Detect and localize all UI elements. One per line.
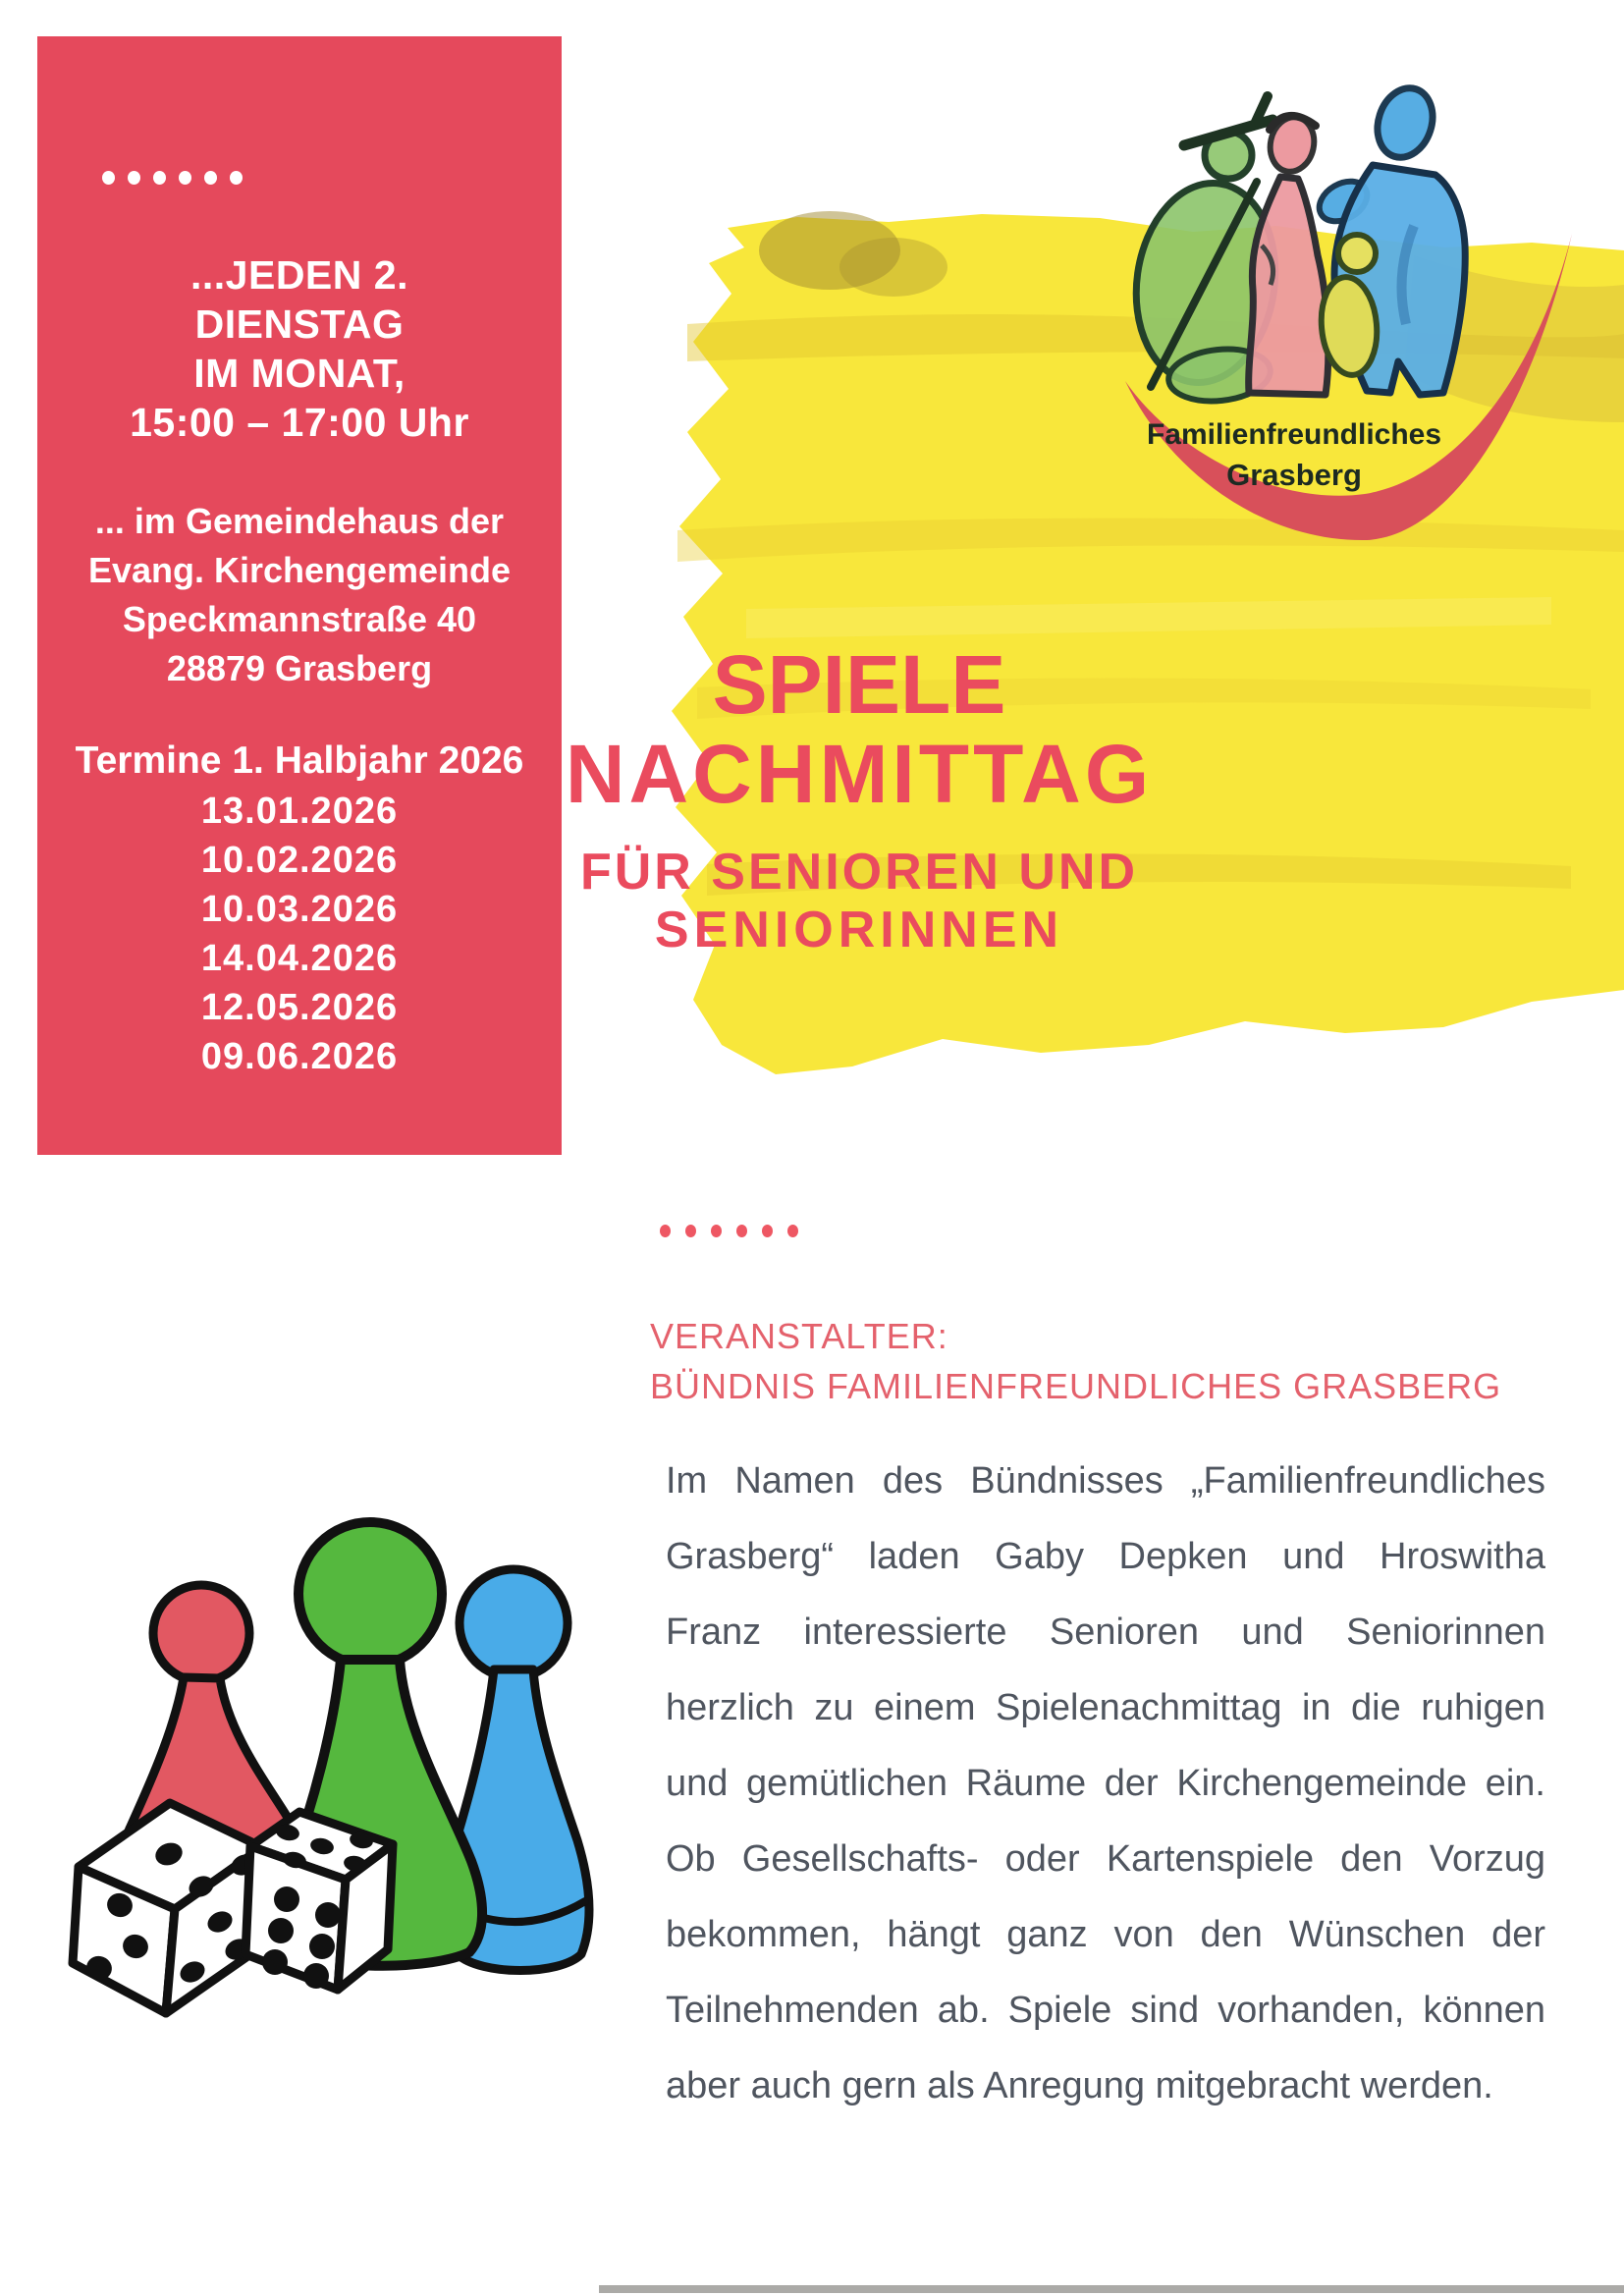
dot-icon [102, 171, 115, 185]
white-dots-decoration [102, 171, 243, 185]
venue-line: Evang. Kirchengemeinde [87, 550, 512, 590]
title-subtitle-2: SENIORINNEN [654, 902, 1064, 958]
dot-icon [128, 171, 140, 185]
dot-icon [153, 171, 166, 185]
date-item: 10.03.2026 [200, 889, 399, 930]
schedule-text [37, 250, 562, 447]
dot-icon [787, 1225, 798, 1237]
date-item: 13.01.2026 [200, 791, 399, 832]
title-line-1: SPIELE [712, 638, 1006, 731]
venue-line: ... im Gemeindehaus der [94, 501, 505, 541]
date-item: 09.06.2026 [200, 1036, 399, 1077]
paragraph-line: herzlich zu einem Spielenachmittag in die ruhigen [666, 1687, 1545, 1728]
schedule-line: ...JEDEN 2. [190, 252, 408, 298]
dates-list [37, 787, 562, 1081]
title-subtitle-1: FÜR SENIOREN UND [579, 844, 1139, 901]
paragraph-line: Grasberg“ laden Gaby Depken und Hroswitha [666, 1536, 1545, 1577]
dot-icon [685, 1225, 696, 1237]
venue-line: Speckmannstraße 40 [122, 599, 477, 639]
dot-icon [660, 1225, 671, 1237]
paragraph-line: Franz interessierte Senioren und Seniorinnen [666, 1612, 1545, 1653]
red-dots-divider [660, 1225, 798, 1237]
scan-edge-artifact [599, 2285, 1624, 2293]
dot-icon [179, 171, 191, 185]
date-item: 10.02.2026 [200, 840, 399, 881]
dot-icon [204, 171, 217, 185]
dot-icon [736, 1225, 747, 1237]
logo-text-line1: Familienfreundliches [1146, 418, 1442, 451]
venue-address [37, 497, 562, 693]
invitation-paragraph [666, 1444, 1545, 2124]
dates-heading: Termine 1. Halbjahr 2026 [75, 739, 524, 782]
dot-icon [762, 1225, 773, 1237]
venue-line: 28879 Grasberg [166, 648, 433, 688]
paragraph-line: Im Namen des Bündnisses „Familienfreundliches [666, 1460, 1545, 1502]
date-item: 14.04.2026 [200, 938, 399, 979]
schedule-line: IM MONAT, [193, 351, 406, 396]
schedule-line: DIENSTAG [194, 301, 405, 347]
schedule-panel [37, 36, 562, 1155]
paragraph-line: und gemütlichen Räume der Kirchengemeinde ein. [666, 1763, 1545, 1804]
left-die-graphic [73, 1803, 262, 2013]
logo-pink-figure [1249, 113, 1328, 395]
paragraph-line: Teilnehmenden ab. Spiele sind vorhanden, können [666, 1990, 1545, 2031]
dot-icon [230, 171, 243, 185]
right-die-graphic [245, 1812, 393, 1990]
paragraph-line: aber auch gern als Anregung mitgebracht werden. [666, 2065, 1493, 2106]
paragraph-line: Ob Gesellschafts- oder Kartenspiele den Vorzug [666, 1838, 1545, 1880]
title-line-2: NACHMITTAG [565, 728, 1154, 820]
organizer-label: VERANSTALTER: [650, 1316, 948, 1356]
schedule-line: 15:00 – 17:00 Uhr [130, 400, 469, 445]
paragraph-line: bekommen, hängt ganz von den Wünschen der [666, 1914, 1545, 1955]
organizer-name: BÜNDNIS FAMILIENFREUNDLICHES GRASBERG [650, 1366, 1502, 1406]
logo-text-line2: Grasberg [1226, 458, 1362, 492]
dot-icon [711, 1225, 722, 1237]
game-pawns-and-dice-illustration [73, 1522, 589, 2013]
date-item: 12.05.2026 [200, 987, 399, 1028]
